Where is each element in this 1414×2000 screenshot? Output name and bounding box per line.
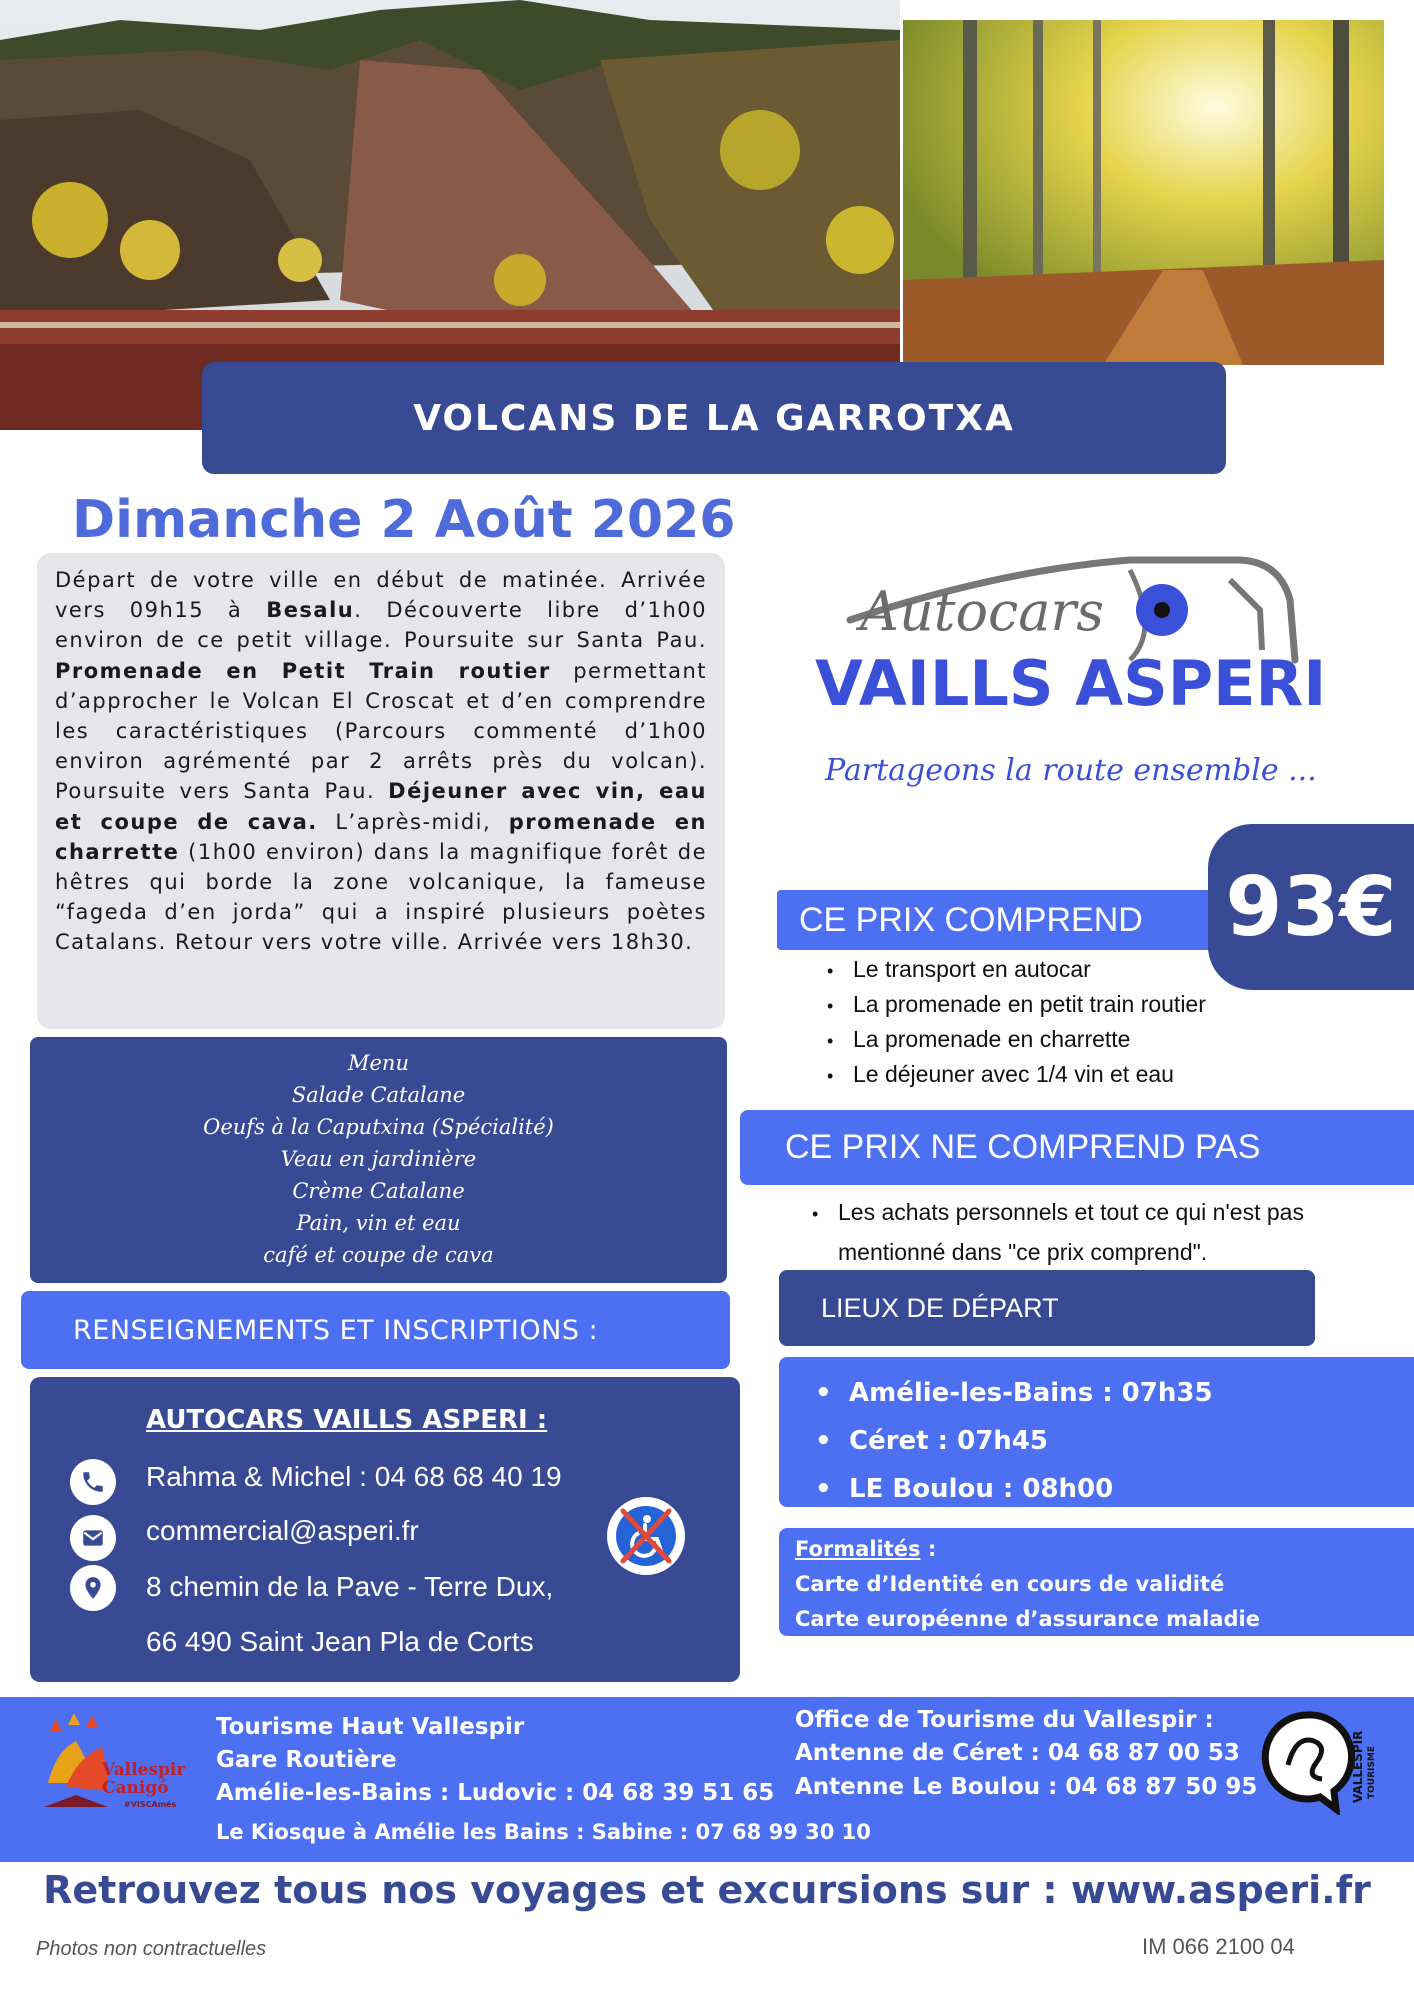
departure-header-label: LIEUX DE DÉPART bbox=[821, 1292, 1059, 1323]
menu-box bbox=[30, 1037, 727, 1283]
excludes-list bbox=[812, 1192, 1372, 1272]
logo-name: VAILLS ASPERI bbox=[815, 647, 1327, 720]
excludes-header bbox=[740, 1110, 1414, 1185]
menu-title: Menu bbox=[348, 1051, 409, 1075]
program-text: (1h00 environ) dans la magnifique forêt de hêtres qui borde la zone volcanique, la fameuse “fageda d’en jorda” qui a inspiré plusieurs poètes Catalans. Retour vers votre ville. Arrivée vers 18h30. bbox=[55, 839, 707, 955]
trip-date: Dimanche 2 Août 2026 bbox=[72, 490, 736, 550]
right-logo-line1: VALLESPIR bbox=[1351, 1730, 1365, 1803]
footer-left-line1: Tourisme Haut Vallespir bbox=[216, 1714, 525, 1740]
menu-item: Crème Catalane bbox=[292, 1179, 465, 1203]
contact-email[interactable]: commercial@asperi.fr bbox=[146, 1515, 419, 1546]
vallespir-canigo-logo bbox=[36, 1711, 204, 1831]
menu-item: café et coupe de cava bbox=[263, 1243, 494, 1267]
formality-item: Carte d’Identité en cours de validité bbox=[795, 1572, 1225, 1596]
info-header-label: RENSEIGNEMENTS ET INSCRIPTIONS : bbox=[73, 1314, 599, 1346]
footer-band bbox=[0, 1697, 1414, 1862]
phone-icon bbox=[70, 1459, 116, 1505]
departure-item: • Céret : 07h45 bbox=[849, 1417, 1414, 1465]
page-title: VOLCANS DE LA GARROTXA bbox=[413, 397, 1015, 439]
vallespir-tourisme-logo bbox=[1258, 1705, 1378, 1815]
list-item: • Les achats personnels et tout ce qui n'est pas mentionné dans "ce prix comprend". bbox=[812, 1192, 1372, 1272]
menu-item: Veau en jardinière bbox=[280, 1147, 477, 1171]
program-text: . Découverte libre d’1h00 environ de ce petit village. Poursuite sur Santa Pau. bbox=[55, 598, 707, 653]
title-banner bbox=[202, 362, 1226, 474]
formality-item: Carte européenne d’assurance maladie bbox=[795, 1607, 1260, 1631]
no-wheelchair-access-icon bbox=[607, 1497, 685, 1575]
photos-disclaimer: Photos non contractuelles bbox=[36, 1938, 267, 1960]
company-name: AUTOCARS VAILLS ASPERI : bbox=[146, 1405, 548, 1435]
departure-item: • LE Boulou : 08h00 bbox=[849, 1465, 1414, 1513]
menu-item: Salade Catalane bbox=[291, 1083, 466, 1107]
forest-photo bbox=[903, 20, 1384, 365]
contact-address-line2: 66 490 Saint Jean Pla de Corts bbox=[146, 1626, 534, 1657]
contact-box bbox=[30, 1377, 740, 1682]
list-item: • Le déjeuner avec 1/4 vin et eau bbox=[827, 1057, 1206, 1092]
email-icon bbox=[70, 1515, 116, 1561]
list-item: • La promenade en charrette bbox=[827, 1022, 1206, 1057]
program-text: L’après-midi, bbox=[317, 809, 509, 834]
excludes-header-label: CE PRIX NE COMPREND PAS bbox=[785, 1128, 1261, 1166]
program-highlight: promenade en charrette bbox=[55, 809, 707, 864]
footer-right-line2: Antenne de Céret : 04 68 87 00 53 bbox=[795, 1740, 1240, 1766]
formalities-colon: : bbox=[920, 1537, 937, 1561]
info-header bbox=[21, 1291, 730, 1369]
formalities-box bbox=[779, 1528, 1414, 1636]
program-highlight: Besalu bbox=[266, 598, 355, 623]
includes-header-label: CE PRIX COMPREND bbox=[799, 900, 1143, 939]
right-logo-line2: TOURISME bbox=[1367, 1746, 1377, 1799]
license-number: IM 066 2100 04 bbox=[1142, 1934, 1295, 1959]
left-logo-line2: Canigó bbox=[102, 1778, 169, 1798]
departure-box bbox=[779, 1357, 1414, 1507]
contact-phone[interactable]: Rahma & Michel : 04 68 68 40 19 bbox=[146, 1461, 562, 1492]
location-pin-icon bbox=[70, 1565, 116, 1611]
program-highlight: Promenade en Petit Train routier bbox=[55, 658, 551, 683]
left-logo-line1: Vallespir bbox=[102, 1760, 186, 1780]
menu-item: Pain, vin et eau bbox=[296, 1211, 461, 1235]
website-call-to-action[interactable]: Retrouvez tous nos voyages et excursions sur : www.asperi.fr bbox=[43, 1868, 1371, 1912]
footer-kiosque: Le Kiosque à Amélie les Bains : Sabine : 07 68 99 30 10 bbox=[216, 1820, 871, 1844]
includes-header bbox=[777, 890, 1213, 950]
program-text: permettant d’approcher le Volcan El Croscat et d’en comprendre les caractéristiques (Parcours commenté d’1h00 environ agrémenté par 2 arrêts près du volcan). Poursuite vers Santa Pau. bbox=[55, 658, 707, 804]
logo-script: Autocars bbox=[860, 580, 1104, 643]
program-description bbox=[37, 553, 725, 1029]
footer-left-line3: Amélie-les-Bains : Ludovic : 04 68 39 51 65 bbox=[216, 1780, 775, 1806]
menu-item: Oeufs à la Caputxina (Spécialité) bbox=[203, 1115, 554, 1139]
includes-list bbox=[827, 952, 1206, 1092]
program-highlight: Déjeuner avec vin, eau et coupe de cava. bbox=[55, 779, 707, 834]
departure-header bbox=[779, 1270, 1315, 1346]
price-badge bbox=[1208, 824, 1414, 990]
formalities-label: Formalités bbox=[795, 1537, 921, 1561]
footer-left-line2: Gare Routière bbox=[216, 1747, 397, 1773]
price-value: 93€ bbox=[1225, 859, 1397, 955]
program-text: Départ de votre ville en début de matinée. Arrivée vers 09h15 à bbox=[55, 568, 707, 623]
autocars-vaills-asperi-logo bbox=[800, 540, 1360, 800]
logo-tagline: Partageons la route ensemble ... bbox=[825, 753, 1317, 788]
departure-item: • Amélie-les-Bains : 07h35 bbox=[849, 1369, 1414, 1417]
list-item: • La promenade en petit train routier bbox=[827, 987, 1206, 1022]
left-logo-line3: #VISCAmés bbox=[124, 1800, 177, 1809]
footer-right-line3: Antenne Le Boulou : 04 68 87 50 95 bbox=[795, 1774, 1258, 1800]
contact-address-line1: 8 chemin de la Pave - Terre Dux, bbox=[146, 1571, 554, 1602]
footer-right-line1: Office de Tourisme du Vallespir : bbox=[795, 1707, 1214, 1733]
list-item: • Le transport en autocar bbox=[827, 952, 1206, 987]
